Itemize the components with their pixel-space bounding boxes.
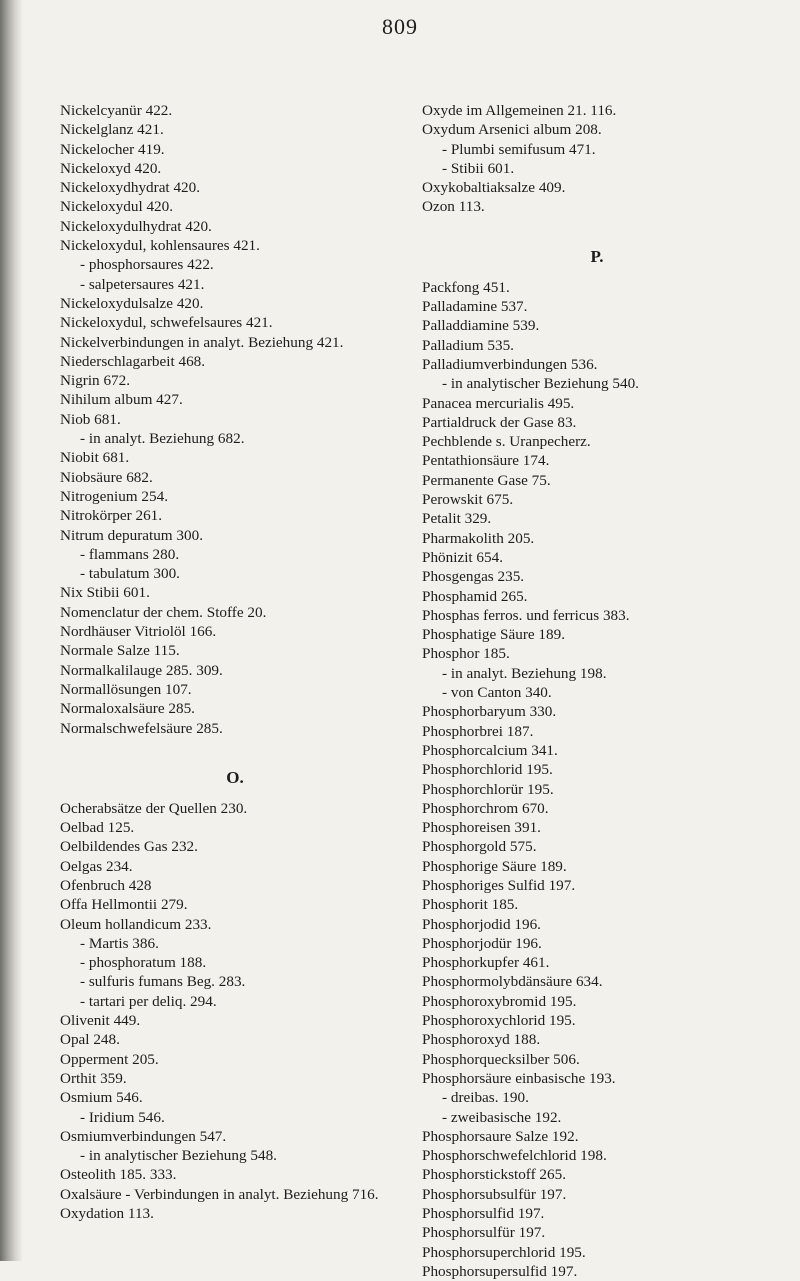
- index-entry: Ozon 113.: [422, 198, 485, 216]
- index-entry: - dreibas. 190.: [442, 1089, 529, 1107]
- index-entry: Nickeloxydul 420.: [60, 198, 174, 216]
- index-entry: Oxyde im Allgemeinen 21. 116.: [422, 102, 617, 119]
- index-entry: - phosphoratum 188.: [80, 954, 207, 972]
- index-entry: Oxydum Arsenici album 208.: [422, 121, 602, 139]
- index-entry: Niob 681.: [60, 410, 121, 428]
- index-entry: Phosphoroxyd 188.: [422, 1031, 541, 1049]
- index-entry: Phosphorige Säure 189.: [422, 857, 567, 875]
- index-entry: Nickeloxydulhydrat 420.: [60, 217, 212, 235]
- index-entry: Phosphorsäure einbasische 193.: [422, 1069, 616, 1087]
- index-entry: Osmiumverbindungen 547.: [60, 1127, 227, 1145]
- section-heading-o: O.: [226, 767, 244, 787]
- index-entry: - in analytischer Beziehung 548.: [80, 1147, 277, 1165]
- index-entry: Phosphas ferros. und ferricus 383.: [422, 606, 630, 624]
- index-entry: Phönizit 654.: [422, 548, 504, 566]
- index-entry: Nickelcyanür 422.: [60, 102, 173, 119]
- index-entry: Opperment 205.: [60, 1050, 159, 1068]
- index-entry: Olivenit 449.: [60, 1012, 141, 1030]
- index-list-p: [422, 278, 772, 1281]
- index-entry: - in analyt. Beziehung 682.: [80, 430, 245, 448]
- index-entry: Phosphorschwefelchlorid 198.: [422, 1147, 607, 1165]
- index-entry: Petalit 329.: [422, 510, 492, 528]
- index-entry: Normalschwefelsäure 285.: [60, 719, 223, 737]
- index-entry: - phosphorsaures 422.: [80, 256, 214, 274]
- index-entry: Oxalsäure - Verbindungen in analyt. Beziehung 716.: [60, 1185, 379, 1203]
- index-entry: - tabulatum 300.: [80, 565, 180, 583]
- index-entry: Perowskit 675.: [422, 491, 514, 509]
- index-entry: Pharmakolith 205.: [422, 529, 535, 547]
- index-entry: Phosgengas 235.: [422, 568, 525, 586]
- index-entry: Nickelglanz 421.: [60, 121, 164, 139]
- index-entry: Nigrin 672.: [60, 372, 131, 390]
- index-entry: Phosphorsaure Salze 192.: [422, 1127, 579, 1145]
- index-entry: Phosphorchlorür 195.: [422, 780, 554, 798]
- index-entry: - flammans 280.: [80, 545, 180, 563]
- index-entry: - Stibii 601.: [442, 159, 515, 177]
- index-entry: Phosphorsulfür 197.: [422, 1224, 546, 1242]
- index-entry: Nomenclatur der chem. Stoffe 20.: [60, 603, 267, 621]
- index-entry: Phosphorstickstoff 265.: [422, 1166, 567, 1184]
- index-entry: Nickeloxydul, schwefelsaures 421.: [60, 314, 273, 332]
- index-entry: Nickeloxydul, kohlensaures 421.: [60, 237, 260, 255]
- index-entry: Nihilum album 427.: [60, 391, 183, 409]
- index-entry: Orthit 359.: [60, 1069, 127, 1087]
- index-entry: Offa Hellmontii 279.: [60, 896, 188, 914]
- index-entry: Niederschlagarbeit 468.: [60, 352, 206, 370]
- index-entry: Phosphorcalcium 341.: [422, 741, 558, 759]
- index-entry: Ofenbruch 428: [60, 876, 152, 894]
- index-entry: Palladamine 537.: [422, 298, 528, 316]
- index-entry: Phosphatige Säure 189.: [422, 626, 565, 644]
- index-entry: Phosphoroxychlorid 195.: [422, 1012, 576, 1030]
- index-entry: Nitrum depuratum 300.: [60, 526, 203, 544]
- index-entry: Phosphoreisen 391.: [422, 819, 541, 837]
- index-entry: Packfong 451.: [422, 278, 510, 296]
- index-entry: Nickelocher 419.: [60, 140, 165, 158]
- index-entry: Phosphoroxybromid 195.: [422, 992, 577, 1010]
- index-entry: Nitrogenium 254.: [60, 487, 168, 505]
- index-entry: - tartari per deliq. 294.: [80, 992, 217, 1010]
- index-entry: Oelgas 234.: [60, 857, 133, 875]
- index-entry: - Plumbi semifusum 471.: [442, 140, 596, 158]
- index-entry: Normalkalilauge 285. 309.: [60, 661, 223, 679]
- index-entry: Palladium 535.: [422, 336, 514, 354]
- index-entry: - salpetersaures 421.: [80, 275, 205, 293]
- index-entry: Oxykobaltiaksalze 409.: [422, 179, 566, 197]
- index-entry: Nickeloxyd 420.: [60, 159, 162, 177]
- index-entry: - Iridium 546.: [80, 1108, 165, 1126]
- index-entry: Opal 248.: [60, 1031, 120, 1049]
- index-entry: Osmium 546.: [60, 1089, 143, 1107]
- index-column-right: [422, 101, 772, 1281]
- index-entry: Ocherabsätze der Quellen 230.: [60, 799, 248, 817]
- index-entry: - von Canton 340.: [442, 684, 552, 702]
- index-entry: Normale Salze 115.: [60, 642, 180, 660]
- page-number: 809: [382, 14, 418, 39]
- index-entry: Phosphorit 185.: [422, 896, 519, 914]
- index-entry: Palladiumverbindungen 536.: [422, 355, 598, 373]
- index-entry: Phosphorbaryum 330.: [422, 703, 557, 721]
- index-column-left: [60, 101, 410, 1223]
- index-entry: Phosphorchrom 670.: [422, 799, 549, 817]
- index-entry: Nickelverbindungen in analyt. Beziehung 421.: [60, 333, 344, 351]
- index-entry: Osteolith 185. 333.: [60, 1166, 177, 1184]
- index-entry: Oelbad 125.: [60, 819, 135, 837]
- index-entry: Phosphorchlorid 195.: [422, 761, 553, 779]
- index-entry: Phosphor 185.: [422, 645, 510, 663]
- index-entry: Phosphorsubsulfür 197.: [422, 1185, 567, 1203]
- index-entry: Nitrokörper 261.: [60, 507, 163, 525]
- index-list-o-continued: [422, 101, 772, 217]
- index-entry: Phosphoriges Sulfid 197.: [422, 876, 576, 894]
- index-entry: Niobsäure 682.: [60, 468, 153, 486]
- index-entry: - sulfuris fumans Beg. 283.: [80, 973, 246, 991]
- index-entry: Phosphamid 265.: [422, 587, 528, 605]
- index-entry: Permanente Gase 75.: [422, 471, 551, 489]
- index-entry: Niobit 681.: [60, 449, 130, 467]
- index-list-o: [60, 799, 410, 1224]
- index-entry: - in analytischer Beziehung 540.: [442, 375, 639, 393]
- index-entry: Panacea mercurialis 495.: [422, 394, 575, 412]
- index-entry: Phosphorsupersulfid 197.: [422, 1262, 578, 1280]
- index-entry: Oleum hollandicum 233.: [60, 915, 212, 933]
- index-entry: Phosphorsulfid 197.: [422, 1205, 545, 1223]
- index-entry: Phosphorsuperchlorid 195.: [422, 1243, 586, 1261]
- index-entry: Phosphorkupfer 461.: [422, 954, 550, 972]
- book-binding-shadow: [0, 0, 22, 1261]
- index-entry: - Martis 386.: [80, 934, 159, 952]
- index-entry: Normallösungen 107.: [60, 680, 192, 698]
- index-list-n: [60, 101, 410, 738]
- index-entry: Pentathionsäure 174.: [422, 452, 550, 470]
- index-entry: Nickeloxydulsalze 420.: [60, 294, 204, 312]
- index-entry: Nickeloxydhydrat 420.: [60, 179, 201, 197]
- index-entry: Phosphormolybdänsäure 634.: [422, 973, 603, 991]
- index-entry: Phosphorgold 575.: [422, 838, 537, 856]
- index-entry: Oelbildendes Gas 232.: [60, 838, 198, 856]
- index-entry: Oxydation 113.: [60, 1205, 154, 1223]
- index-entry: Phosphorjodür 196.: [422, 934, 542, 952]
- index-entry: Normaloxalsäure 285.: [60, 700, 195, 718]
- index-entry: Pechblende s. Uranpecherz.: [422, 433, 591, 451]
- index-entry: - zweibasische 192.: [442, 1108, 562, 1126]
- index-entry: Nordhäuser Vitriolöl 166.: [60, 623, 217, 641]
- index-entry: - in analyt. Beziehung 198.: [442, 664, 607, 682]
- index-entry: Phosphorjodid 196.: [422, 915, 541, 933]
- section-heading-p: P.: [590, 246, 604, 266]
- index-entry: Nix Stibii 601.: [60, 584, 150, 602]
- index-entry: Partialdruck der Gase 83.: [422, 413, 577, 431]
- index-entry: Phosphorquecksilber 506.: [422, 1050, 580, 1068]
- index-entry: Phosphorbrei 187.: [422, 722, 534, 740]
- index-entry: Palladdiamine 539.: [422, 317, 540, 335]
